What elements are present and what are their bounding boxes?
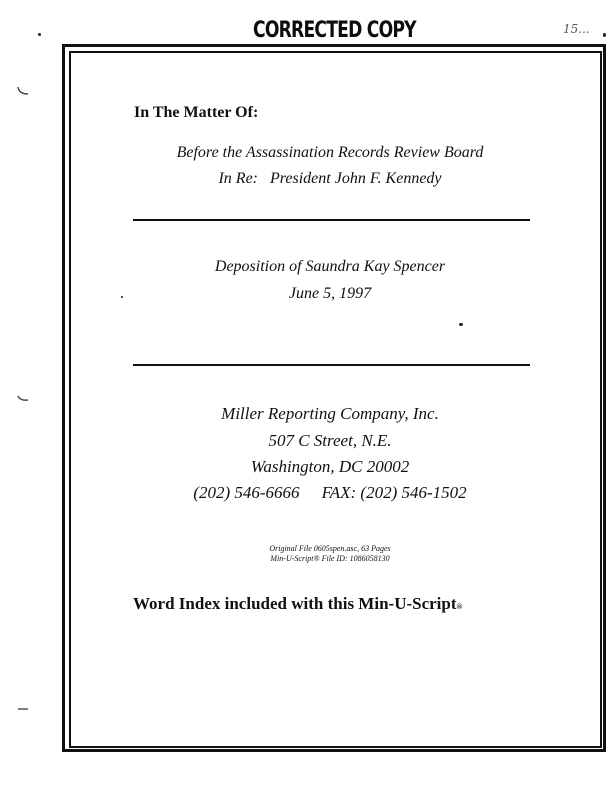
in-re-line [95,170,565,188]
matter-heading: In The Matter Of: [134,104,259,121]
min-u-script-file-id: Min-U-Script® File ID: 1086058130 [270,554,390,563]
original-file-info: Original File 0605spen.asc, 63 Pages [269,544,391,553]
before-board-line: Before the Assassination Records Review Board [176,144,484,161]
corrected-copy-stamp: CORRECTED COPY [253,18,416,43]
registered-mark: ® [456,602,463,611]
reporter-city: Washington, DC 20002 [250,457,410,476]
handwritten-page-mark: 15... [563,22,590,36]
scan-speck [38,33,41,36]
word-index-notice [133,594,463,614]
divider-rule [133,219,530,221]
in-re-name: President John F. Kennedy [270,170,442,187]
reporter-contact-line [95,483,565,503]
scan-speck [603,33,606,37]
punch-hole-mark-middle [16,394,30,404]
deposition-title: Deposition of Saundra Kay Spencer [214,258,446,275]
reporter-fax: FAX: (202) 546-1502 [321,483,467,502]
in-re-label: In Re: [218,170,258,187]
punch-hole-mark-top [16,86,30,96]
deposition-date: June 5, 1997 [288,285,372,302]
divider-rule [133,364,530,366]
reporter-company: Miller Reporting Company, Inc. [221,404,439,423]
punch-hole-mark-bottom [16,704,30,714]
reporter-phone: (202) 546-6666 [193,483,300,502]
word-index-text: Word Index included with this Min-U-Script [133,594,457,613]
reporter-street: 507 C Street, N.E. [268,431,392,450]
